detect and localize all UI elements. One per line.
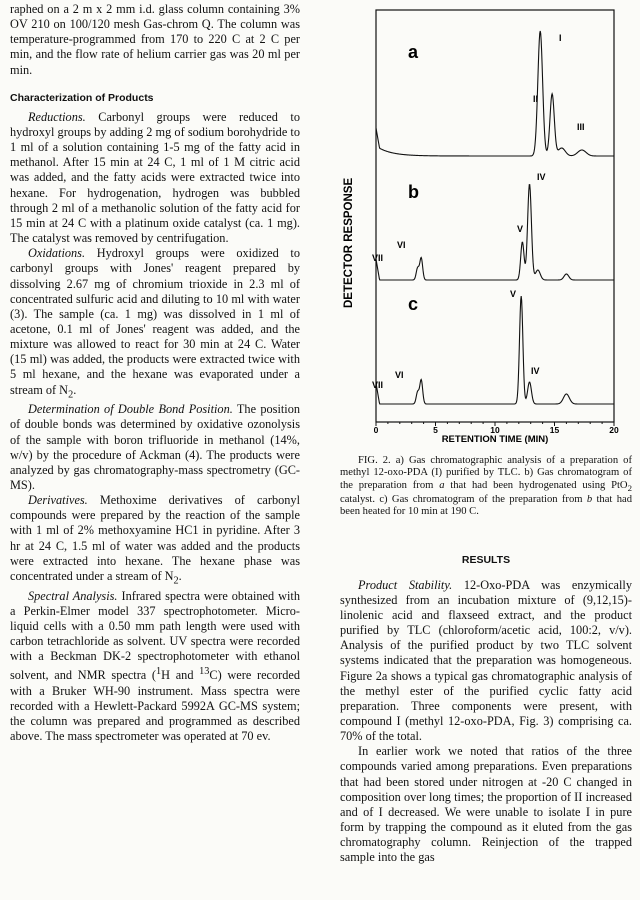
caption-text: that had been hydrogenated using PtO [444,479,628,491]
paragraph-spectral [10,589,300,745]
paragraph-earlier-work: In earlier work we noted that ratios of the three compounds varied among preparations. Even preparations that had been stored under nitrogen at -20 C changed in composition over long times; the proportion of II increased and of I decreased. We were unable to isolate I in pure form by trapping the compound as it eluted from the gas chromatography column. Reinjection of the trapped sample into the gas [340,744,632,865]
chromatogram-chart [340,8,636,448]
peak-label: V [517,224,524,234]
panel-label-b: b [408,182,419,202]
paragraph-text: Infrared spectra were obtained with a Perkin-Elmer model 337 spectrophotometer. Micro-liquid cells with a 0.50 mm path length were used with carbon tetrachloride as solvent. UV spectra were recorded with a Beckman DK-2 spectrophotometer with ethanol solvent, and NMR spectra ( [10,588,300,683]
caption-text: FIG. 2. a) Gas chromatographic analysis of a preparation of methyl 12-oxo-PDA (I) purified by TLC. b) Gas chromatogram of the preparation from [340,455,632,491]
paragraph-text: The position of double bonds was determined by oxidative ozonolysis of the sample with boron trifluoride in methanol (14%, w/v) by the procedure of Ackman (4). The products were analyzed by gas chromatography-mass spectrometry (GC-MS). [10,402,300,492]
x-tick-label: 10 [490,425,500,435]
caption-italic: a [439,479,445,491]
section-heading: Characterization of Products [10,91,154,104]
peak-label: VII [372,253,384,263]
paragraph-reductions [10,110,300,246]
spacer [340,566,632,578]
paragraph-derivatives [10,493,300,588]
x-tick-label: 0 [373,425,379,435]
results-heading: RESULTS [461,553,511,566]
paragraph-end: . [178,568,182,583]
x-tick-label: 15 [549,425,560,435]
y-axis-label: DETECTOR RESPONSE [343,177,355,308]
paragraph-text: H and [161,668,200,683]
caption-italic: b [586,494,593,505]
peak-label: VI [395,370,404,380]
run-in-heading: Product Stability. [358,577,453,592]
paragraph-text: Carbonyl groups were reduced to hydroxyl groups by adding 2 mg of sodium borohydride to 1 ml of a solution containing 1-5 mg of the fatty acid in methanol. After 15 min at 24 C, 1 ml of 1 M citric acid was added, and the fatty acids were extracted twice into hexane. For hydrogenation, hydrogen was bubbled through 2 ml of a methanolic solution of the fatty acid for 15 min at 24 C with a platinum oxide catalyst (ca. 1 mg). The catalyst was removed by centrifugation. [10,109,300,246]
x-axis-label: RETENTION TIME (MIN) [441,434,549,445]
right-column [340,455,632,866]
peak-label: IV [537,172,546,182]
figure-chromatograms [340,8,636,448]
paragraph-end: . [73,382,77,397]
superscript: 13 [199,666,210,678]
spacer [340,519,632,554]
panel-label-a: a [408,42,419,62]
paragraph-text: Methoxime derivatives of carbonyl compounds were prepared by the reaction of the sample with 1 ml of 2% methoxyamine HC1 in pyridine. After 3 hr at 24 C, 1.5 ml of water was added and the products were extracted into hexane. The hexane phase was concentrated under a stream of N [10,493,300,583]
left-column [10,2,300,744]
peak-label: V [510,289,517,299]
paragraph-text: C) were recorded with a Bruker WH-90 instrument. Mass spectra were recorded with a Hewlett-Packard 5992A GC-MS system; the column was prepared and programmed as described above. The mass spectrometer was operated at 70 ev. [10,668,300,744]
peak-label: IV [531,366,540,376]
paragraph-product-stability [340,578,632,745]
subscript: 2 [173,575,179,587]
caption-text: that had been heated for 10 min at 190 C. [340,494,632,518]
peak-label: II [533,94,539,104]
panel-label-c: c [408,294,419,314]
peak-label: I [559,33,562,43]
paragraph-text: 12-Oxo-PDA was enzymically synthesized from an incubation mixture of (9,12,15)-linolenic acid and flaxseed extract, and the product purified by TLC (chloroform/acetic acid, 100:2, v/v). Analysis of the purified product by two TLC solvent systems indicated that the preparation was homogeneous. Figure 2a shows a typical gas chromatographic analysis of the methyl ester of the purified cyclic fatty acid preparation. Three components were present, with compound I (methyl 12-oxo-PDA, Fig. 3) comprising ca. 70% of the total. [340,577,632,744]
plot-frame [376,10,614,422]
peak-label: III [577,122,585,132]
figure-caption [340,455,632,519]
subscript: 2 [627,482,633,493]
subscript: 2 [68,389,74,401]
x-tick-label: 5 [433,425,438,435]
run-in-heading: Determination of Double Bond Position. [28,402,233,417]
intro-paragraph: raphed on a 2 m x 2 mm i.d. glass column containing 3% OV 210 on 100/120 mesh Gas-chrom Q. The column was temperature-programmed from 170 to 220 C at 2 C per min, and the flow rate of helium carrier gas was 20 ml per min. [10,2,300,77]
run-in-heading: Reductions. [28,109,86,124]
paragraph-oxidations [10,246,300,402]
peak-label: VI [397,240,406,250]
paragraph-text: Hydroxyl groups were oxidized to carbonyl groups with Jones' reagent prepared by dissolving 2.67 mg of chromium trioxide in 2.3 ml of concentrated sulfuric acid and diluting to 10 ml with water (3). The sample (ca. 1 mg) was dissolved in 1 ml of acetone, 0.1 ml of Jones' reagent was added, and the mixture was allowed to react for 30 min at 24 C. Water (15 ml) was added, the products were extracted twice with 5 ml hexane, and the hexane was evaporated under a stream of N [10,246,300,397]
caption-text: catalyst. c) Gas chromatogram of the preparation from [340,494,587,505]
superscript: 1 [156,666,162,678]
paragraph-double-bond [10,402,300,493]
x-tick-label: 20 [609,425,619,435]
run-in-heading: Spectral Analysis. [28,588,118,603]
peak-label: VII [372,380,384,390]
run-in-heading: Derivatives. [28,493,88,508]
run-in-heading: Oxidations. [28,246,86,261]
